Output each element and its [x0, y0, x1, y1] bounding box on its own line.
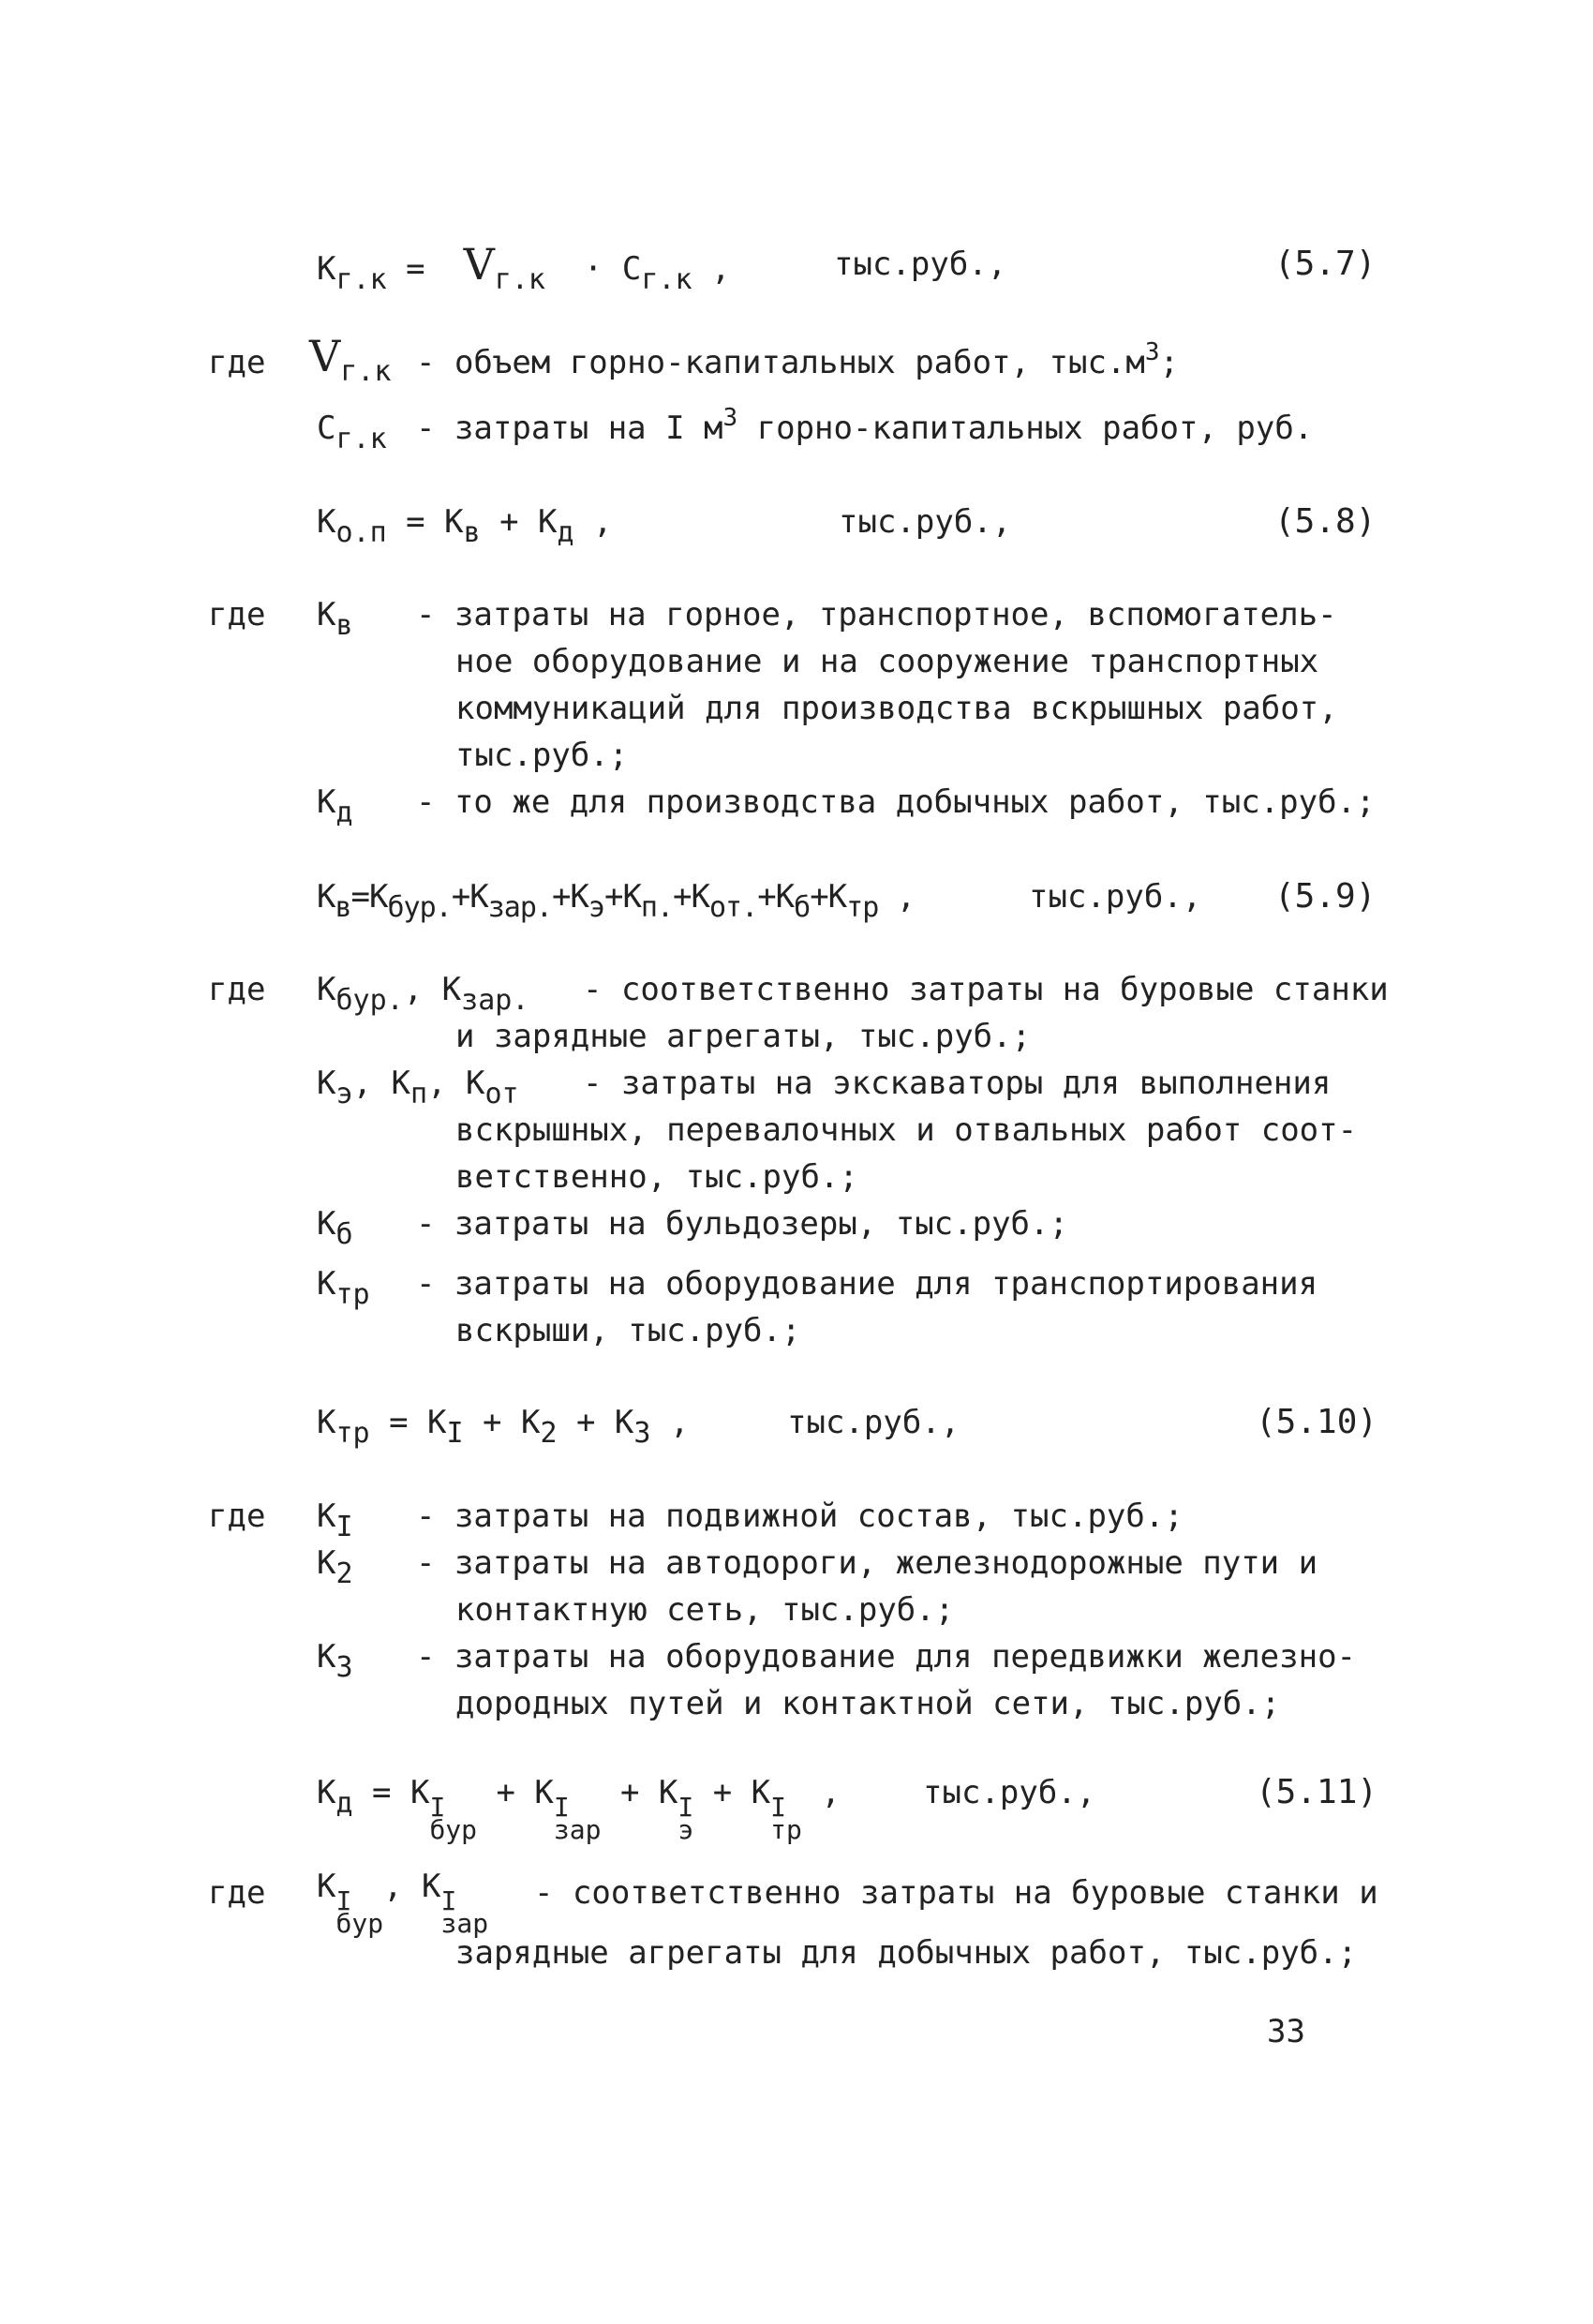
where-label-1: где: [208, 344, 266, 381]
def-kbur-2: и зарядные агрегаты, тыс.руб.;: [455, 1018, 1032, 1055]
equation-number-5-8: (5.8): [1274, 502, 1377, 541]
def-kbur-1: - соответственно затраты на буровые станки: [583, 971, 1389, 1008]
def-kb: - затраты на бульдозеры, тыс.руб.;: [416, 1205, 1068, 1243]
def-k3-1: - затраты на оборудование для передвижки железно-: [416, 1638, 1357, 1676]
symbol-kv: $К_в$: [317, 596, 353, 642]
equation-number-5-7: (5.7): [1274, 245, 1377, 283]
formula-5-11-units: тыс.руб.,: [923, 1774, 1096, 1811]
formula-5-9: $К_в=К_{бур.}+К_{зар.}+К_э+К_{п.}+К_{от.}+К_б+К_{тр}$ ,: [317, 878, 916, 924]
def-kv-2: ное оборудование и на сооружение транспортных: [455, 643, 1319, 680]
formula-5-10-units: тыс.руб.,: [787, 1404, 960, 1441]
def-k2-1: - затраты на автодороги, железнодорожные пути и: [416, 1544, 1318, 1582]
def-ke-3: ветственно, тыс.руб.;: [455, 1158, 858, 1196]
symbol-cgk: $С_{г.к}$: [317, 410, 387, 455]
def-kbur1-1: - соответственно затраты на буровые станки и: [534, 1874, 1378, 1912]
def-vgk: - объем горно-капитальных работ, $тыс.м^3$;: [416, 338, 1179, 381]
formula-5-10: $К_{тр} = К_I + К_2 + К_3$ ,: [317, 1404, 690, 1450]
def-ktr-1: - затраты на оборудование для транспортирования: [416, 1265, 1318, 1303]
symbol-ke-kp-kot: $К_э$, $К_п$, $К_{от}$: [317, 1065, 519, 1110]
def-k2-2: контактную сеть, тыс.руб.;: [455, 1591, 955, 1629]
def-ktr-2: вскрыши, тыс.руб.;: [455, 1312, 801, 1349]
symbol-k1: $К_I$: [317, 1497, 353, 1543]
symbol-k2: $К_2$: [317, 1544, 353, 1590]
def-k1: - затраты на подвижной состав, тыс.руб.;: [416, 1497, 1184, 1535]
formula-5-8-units: тыс.руб.,: [839, 503, 1012, 541]
equation-number-5-9: (5.9): [1274, 877, 1377, 916]
formula-5-7: $К_{г.к} = V_{г.к} \cdot С_{г.к}$ ,: [317, 239, 731, 296]
symbol-kbur-kzar: $К_{бур.}$, $К_{зар.}$: [317, 971, 529, 1017]
symbol-ktr: $К_{тр}$: [317, 1265, 370, 1311]
symbol-kbur1-kzar1: К I бур , К I зар: [317, 1868, 489, 1939]
formula-5-8: $К_{о.п} = К_в + К_д$ ,: [317, 503, 613, 549]
def-kv-4: тыс.руб.;: [455, 737, 629, 774]
symbol-k3: $К_3$: [317, 1638, 353, 1684]
def-kv-3: коммуникаций для производства вскрышных работ,: [455, 690, 1338, 727]
def-ke-1: - затраты на экскаваторы для выполнения: [583, 1065, 1332, 1102]
formula-5-7-units: тыс.руб.,: [834, 246, 1007, 283]
equation-number-5-10: (5.10): [1256, 1403, 1378, 1441]
where-label-4: где: [208, 1497, 266, 1535]
def-kbur1-2: зарядные агрегаты для добычных работ, тыс.руб.;: [455, 1934, 1358, 1972]
symbol-kb: $К_б$: [317, 1205, 353, 1251]
formula-5-9-units: тыс.руб.,: [1029, 878, 1202, 916]
where-label-5: где: [208, 1874, 266, 1912]
where-label-2: где: [208, 596, 266, 633]
def-ke-2: вскрышных, перевалочных и отвальных работ соот-: [455, 1111, 1358, 1149]
def-cgk: - затраты на I $м^3$ горно-капитальных работ, руб.: [416, 404, 1314, 447]
equation-number-5-11: (5.11): [1256, 1773, 1378, 1811]
symbol-vgk: $V_{г.к}$: [309, 331, 392, 388]
where-label-3: где: [208, 971, 266, 1008]
page-number: 33: [1267, 2013, 1305, 2050]
def-k3-2: дородных путей и контактной сети, тыс.руб.;: [455, 1685, 1281, 1722]
def-kv-1: - затраты на горное, транспортное, вспомогатель-: [416, 596, 1337, 633]
symbol-kd: $К_д$: [317, 783, 353, 829]
def-kd: - то же для производства добычных работ, тыс.руб.;: [416, 783, 1376, 821]
formula-5-11: $К_д = К$ I бур + К I зар + К I э + К I тр ,: [317, 1774, 841, 1845]
